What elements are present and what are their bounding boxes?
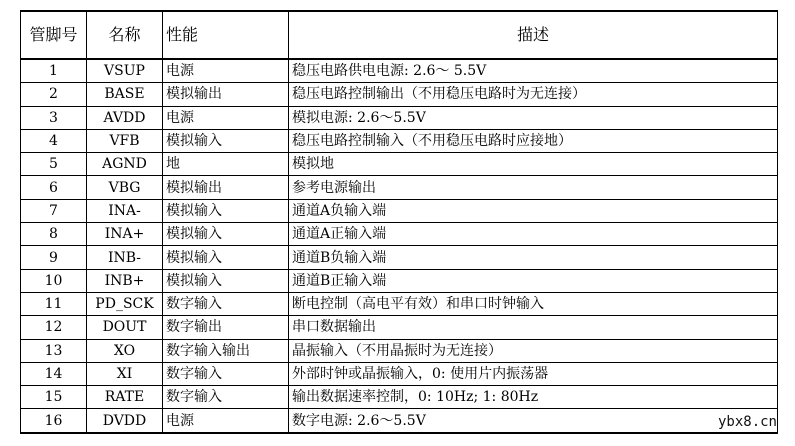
cell-desc: 串口数据输出: [289, 316, 778, 339]
cell-name: AVDD: [87, 106, 163, 129]
table-row: [21, 83, 778, 106]
cell-type: 电源: [163, 59, 289, 83]
header-name: 名称: [87, 11, 163, 59]
cell-pin: 3: [21, 106, 87, 129]
cell-name: XO: [87, 339, 163, 362]
cell-name: BASE: [87, 83, 163, 106]
cell-desc: 数字电源: 2.6～5.5V: [289, 409, 778, 433]
table-row: [21, 246, 778, 269]
cell-pin: 15: [21, 386, 87, 409]
cell-desc: 通道A正输入端: [289, 223, 778, 246]
cell-pin: 12: [21, 316, 87, 339]
cell-type: 数字输出: [163, 316, 289, 339]
table-row: [21, 386, 778, 409]
cell-type: 模拟输出: [163, 83, 289, 106]
cell-desc: 稳压电路控制输出（不用稳压电路时为无连接）: [289, 83, 778, 106]
table-row: [21, 176, 778, 199]
cell-type: 模拟输入: [163, 129, 289, 152]
table-row: [21, 362, 778, 385]
cell-pin: 14: [21, 362, 87, 385]
table-row: [21, 269, 778, 292]
cell-desc: 稳压电路供电电源: 2.6～ 5.5V: [289, 59, 778, 83]
cell-pin: 4: [21, 129, 87, 152]
cell-desc: 输出数据速率控制，0: 10Hz; 1: 80Hz: [289, 386, 778, 409]
table-row: [21, 409, 778, 433]
cell-name: VSUP: [87, 59, 163, 83]
table-row: [21, 292, 778, 315]
cell-name: INB+: [87, 269, 163, 292]
cell-name: DOUT: [87, 316, 163, 339]
cell-type: 数字输入: [163, 292, 289, 315]
cell-desc: 模拟电源: 2.6～5.5V: [289, 106, 778, 129]
cell-pin: 16: [21, 409, 87, 433]
table-body: [21, 59, 778, 433]
pin-table: [20, 10, 778, 434]
cell-pin: 7: [21, 199, 87, 222]
watermark: ybx8.cn: [717, 414, 777, 430]
header-row: [21, 11, 778, 59]
cell-type: 电源: [163, 106, 289, 129]
table-row: [21, 59, 778, 83]
cell-name: INA-: [87, 199, 163, 222]
cell-desc: 通道A负输入端: [289, 199, 778, 222]
header-desc: 描述: [289, 11, 778, 59]
cell-desc: 通道B正输入端: [289, 269, 778, 292]
cell-pin: 5: [21, 153, 87, 176]
cell-name: PD_SCK: [87, 292, 163, 315]
header-type: 性能: [163, 11, 289, 59]
cell-type: 模拟输入: [163, 199, 289, 222]
table-row: [21, 129, 778, 152]
cell-pin: 11: [21, 292, 87, 315]
cell-pin: 6: [21, 176, 87, 199]
cell-desc: 稳压电路控制输入（不用稳压电路时应接地）: [289, 129, 778, 152]
cell-pin: 2: [21, 83, 87, 106]
cell-name: AGND: [87, 153, 163, 176]
cell-type: 模拟输出: [163, 176, 289, 199]
cell-pin: 1: [21, 59, 87, 83]
cell-type: 数字输入: [163, 362, 289, 385]
cell-desc: 模拟地: [289, 153, 778, 176]
cell-type: 电源: [163, 409, 289, 433]
cell-pin: 9: [21, 246, 87, 269]
cell-type: 模拟输入: [163, 269, 289, 292]
cell-name: INA+: [87, 223, 163, 246]
cell-type: 模拟输入: [163, 246, 289, 269]
cell-name: INB-: [87, 246, 163, 269]
cell-name: VFB: [87, 129, 163, 152]
table-row: [21, 199, 778, 222]
cell-pin: 10: [21, 269, 87, 292]
cell-name: VBG: [87, 176, 163, 199]
cell-desc: 通道B负输入端: [289, 246, 778, 269]
table-row: [21, 316, 778, 339]
cell-type: 数字输入: [163, 386, 289, 409]
cell-desc: 参考电源输出: [289, 176, 778, 199]
cell-type: 数字输入输出: [163, 339, 289, 362]
cell-desc: 断电控制（高电平有效）和串口时钟输入: [289, 292, 778, 315]
table-row: [21, 223, 778, 246]
cell-name: XI: [87, 362, 163, 385]
table-row: [21, 339, 778, 362]
cell-pin: 13: [21, 339, 87, 362]
cell-pin: 8: [21, 223, 87, 246]
cell-desc: 外部时钟或晶振输入，0: 使用片内振荡器: [289, 362, 778, 385]
cell-name: RATE: [87, 386, 163, 409]
cell-type: 模拟输入: [163, 223, 289, 246]
header-pin: 管脚号: [21, 11, 87, 59]
table-row: [21, 153, 778, 176]
table-row: [21, 106, 778, 129]
cell-type: 地: [163, 153, 289, 176]
cell-desc: 晶振输入（不用晶振时为无连接）: [289, 339, 778, 362]
cell-name: DVDD: [87, 409, 163, 433]
